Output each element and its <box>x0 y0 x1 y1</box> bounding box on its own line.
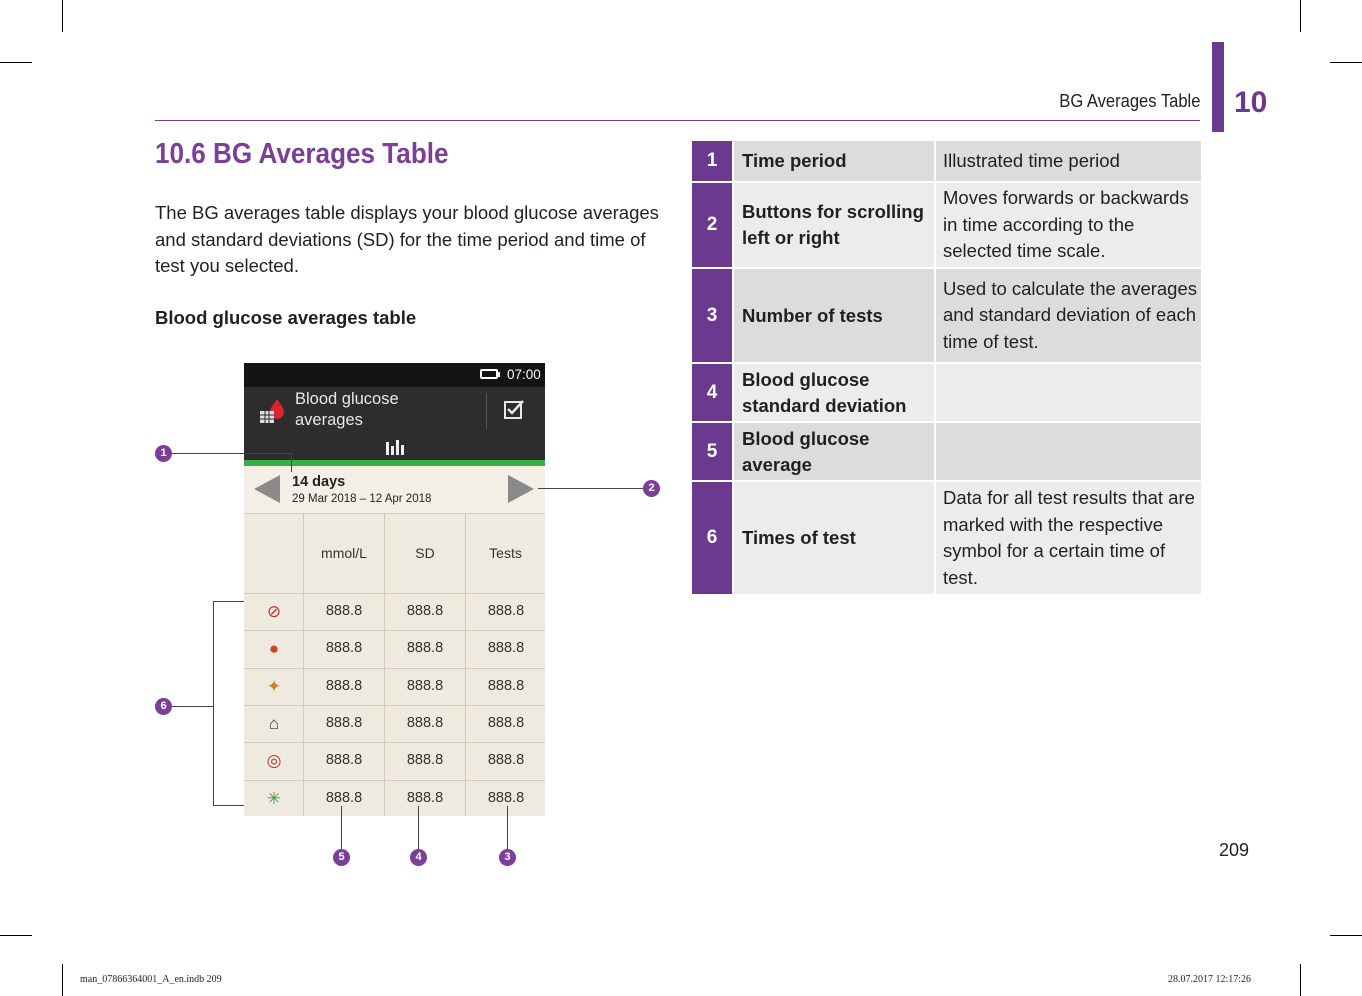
period-label: 14 days <box>292 474 346 490</box>
table-cell: 888.8 <box>325 640 363 657</box>
legend-term: Times of test <box>734 482 934 594</box>
callout-5: 5 <box>333 849 350 866</box>
scroll-right-button[interactable] <box>508 475 534 503</box>
device-screenshot <box>244 363 545 816</box>
blood-glucose-table-icon <box>258 397 286 425</box>
callout-1: 1 <box>155 445 172 462</box>
legend-row <box>692 423 1201 480</box>
legend-description: Data for all test results that are marked with the respective symbol for a certain time of test. <box>936 482 1201 594</box>
legend-row <box>692 141 1201 181</box>
scroll-left-button[interactable] <box>254 475 280 503</box>
post-meal-apple-core-icon: ✦ <box>266 676 282 696</box>
title-divider <box>486 393 487 429</box>
legend-term: Buttons for scrolling left or right <box>734 183 934 267</box>
other-icon: ◎ <box>266 751 282 771</box>
callout-leader <box>291 453 292 472</box>
table-cell: 888.8 <box>406 603 444 619</box>
callout-leader <box>507 806 508 849</box>
table-cell: 888.8 <box>487 603 525 619</box>
grid-line <box>244 705 545 706</box>
section-title: 10.6 BG Averages Table <box>155 138 449 170</box>
table-cell: 888.8 <box>406 677 444 694</box>
screen-title-line2: averages <box>295 411 363 429</box>
legend-row <box>692 364 1201 421</box>
callout-3: 3 <box>499 849 516 866</box>
legend-number: 1 <box>692 141 732 181</box>
grid-line <box>244 593 545 594</box>
control-star-icon: ✳ <box>266 788 282 808</box>
legend-term: Blood glucose average <box>734 423 934 480</box>
crop-mark <box>1300 964 1301 996</box>
legend-description: Used to calculate the averages and standard deviation of each time of test. <box>936 269 1201 362</box>
legend-description: Illustrated time period <box>936 141 1201 181</box>
crop-mark <box>0 935 32 936</box>
table-cell: 888.8 <box>487 752 525 769</box>
legend-description: Moves forwards or backwards in time according to the selected time scale. <box>936 183 1201 267</box>
print-slug-date: 28.07.2017 12:17:26 <box>1168 974 1252 985</box>
table-cell: 888.8 <box>487 714 525 731</box>
period-navigation <box>244 466 545 514</box>
table-cell: 888.8 <box>406 789 444 806</box>
legend-row <box>692 482 1201 594</box>
bedtime-icon: ⌂ <box>268 713 280 733</box>
callout-leader <box>172 706 214 707</box>
table-cell: 888.8 <box>325 677 363 694</box>
grid-line <box>244 668 545 669</box>
battery-icon <box>480 369 498 379</box>
legend-term: Blood glucose standard deviation <box>734 364 934 421</box>
battery-tip <box>498 372 500 377</box>
bar-chart-icon[interactable] <box>385 439 405 455</box>
table-cell: 888.8 <box>325 603 363 619</box>
page-number: 209 <box>1219 840 1250 860</box>
grid-line <box>244 630 545 631</box>
callout-bracket <box>213 805 244 806</box>
table-cell: 888.8 <box>325 789 363 806</box>
intro-paragraph: The BG averages table displays your blood glucose averages and standard deviations (SD) for the time period and time of test you selected. <box>155 202 659 276</box>
period-range: 29 Mar 2018 – 12 Apr 2018 <box>292 493 432 505</box>
grid-line <box>244 742 545 743</box>
crop-mark <box>1330 935 1362 936</box>
callout-bracket <box>213 601 244 602</box>
table-cell: 888.8 <box>487 640 525 657</box>
crop-mark <box>1300 0 1301 32</box>
callout-2: 2 <box>643 480 660 497</box>
legend-term: Time period <box>734 141 934 181</box>
crop-mark <box>62 0 63 32</box>
table-cell: 888.8 <box>325 714 363 731</box>
callout-4: 4 <box>410 849 427 866</box>
crop-mark <box>0 62 32 63</box>
table-cell: 888.8 <box>406 714 444 731</box>
column-header-mmol: mmol/L <box>321 545 367 561</box>
callout-bracket <box>213 601 214 806</box>
table-cell: 888.8 <box>325 752 363 769</box>
crop-mark <box>62 964 63 996</box>
table-cell: 888.8 <box>487 677 525 694</box>
callout-leader <box>418 806 419 849</box>
legend-number: 3 <box>692 269 732 362</box>
clock: 07:00 <box>507 367 541 382</box>
legend-number: 4 <box>692 364 732 421</box>
legend-description <box>936 423 1201 480</box>
table-cell: 888.8 <box>406 640 444 657</box>
screen-title-line1: Blood glucose <box>295 390 399 408</box>
figure-subheading: Blood glucose averages table <box>155 307 417 328</box>
chapter-number: 10 <box>1234 86 1268 119</box>
callout-6: 6 <box>155 698 172 715</box>
callout-leader <box>172 453 292 454</box>
column-header-tests: Tests <box>489 545 522 561</box>
column-header-sd: SD <box>415 545 435 561</box>
running-title: BG Averages Table <box>1058 91 1200 111</box>
legend-number: 6 <box>692 482 732 594</box>
legend-number: 5 <box>692 423 732 480</box>
table-cell: 888.8 <box>487 789 525 806</box>
screen-title-bar <box>244 387 545 434</box>
legend-row <box>692 269 1201 362</box>
callout-leader <box>538 488 643 489</box>
status-bar <box>244 363 545 387</box>
view-icon-bar <box>244 434 545 460</box>
legend-description <box>936 364 1201 421</box>
callout-leader <box>341 806 342 849</box>
chapter-tab <box>1212 42 1224 132</box>
legend-number: 2 <box>692 183 732 267</box>
fasting-icon: ⊘ <box>266 602 282 621</box>
checkbox-icon[interactable] <box>503 399 525 421</box>
crop-mark <box>1330 62 1362 63</box>
print-slug-file: man_07866364001_A_en.indb 209 <box>80 974 222 985</box>
legend-row <box>692 183 1201 267</box>
grid-line <box>244 780 545 781</box>
table-cell: 888.8 <box>406 752 444 769</box>
header-rule <box>155 120 1200 121</box>
pre-meal-apple-icon: ● <box>268 639 280 659</box>
legend-term: Number of tests <box>734 269 934 362</box>
